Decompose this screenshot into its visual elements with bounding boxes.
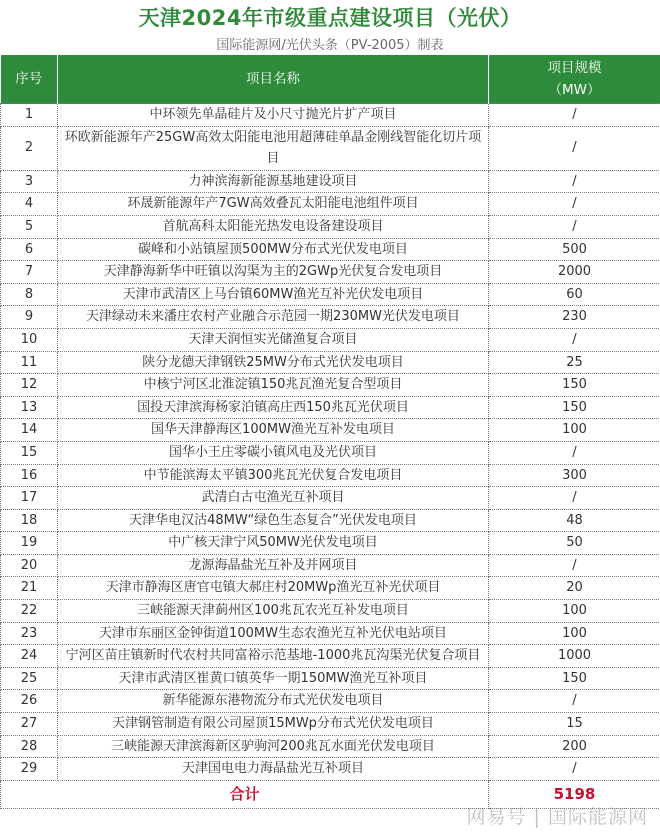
row-project-name: 天津钢管制造有限公司屋顶15MWp分布式光伏发电项目	[58, 713, 489, 736]
row-index: 11	[1, 351, 58, 374]
table-row	[1, 464, 660, 487]
row-index: 28	[1, 735, 58, 758]
table-row	[1, 328, 660, 351]
row-project-name: 新华能源东港物流分布式光伏发电项目	[58, 690, 489, 713]
row-project-name: 天津市静海区唐官屯镇大郝庄村20MWp渔光互补光伏项目	[58, 577, 489, 600]
table-row	[1, 283, 660, 306]
row-project-name: 三峡能源天津滨海新区驴驹河200兆瓦水面光伏发电项目	[58, 735, 489, 758]
row-project-name: 武清白古屯渔光互补项目	[58, 487, 489, 510]
row-project-name: 天津国电电力海晶盐光互补项目	[58, 758, 489, 781]
row-scale: 150	[489, 374, 660, 397]
table-row	[1, 645, 660, 668]
row-project-name: 三峡能源天津蓟州区100兆瓦农光互补发电项目	[58, 600, 489, 623]
table-row	[1, 126, 660, 170]
row-scale: /	[489, 690, 660, 713]
row-index: 15	[1, 441, 58, 464]
row-index: 12	[1, 374, 58, 397]
total-value: 5198	[489, 780, 660, 808]
row-scale: 500	[489, 238, 660, 261]
row-scale: /	[489, 193, 660, 216]
row-index: 5	[1, 215, 58, 238]
row-scale: 100	[489, 600, 660, 623]
row-project-name: 中环领先单晶硅片及小尺寸抛光片扩产项目	[58, 104, 489, 127]
row-project-name: 中节能滨海太平镇300兆瓦光伏复合发电项目	[58, 464, 489, 487]
row-scale: 100	[489, 419, 660, 442]
row-scale: 2000	[489, 261, 660, 284]
table-row	[1, 690, 660, 713]
row-scale: 48	[489, 509, 660, 532]
row-scale: 25	[489, 351, 660, 374]
row-scale: /	[489, 215, 660, 238]
row-project-name: 中广核天津宁风50MW光伏发电项目	[58, 532, 489, 555]
table-row	[1, 532, 660, 555]
table-row	[1, 419, 660, 442]
row-scale: 60	[489, 283, 660, 306]
table-row	[1, 351, 660, 374]
row-index: 23	[1, 622, 58, 645]
row-scale: 150	[489, 396, 660, 419]
total-label: 合计	[1, 780, 489, 808]
row-project-name: 宁河区苗庄镇新时代农村共同富裕示范基地-1000兆瓦沟渠光伏复合项目	[58, 645, 489, 668]
header-scale-line1: 项目规模	[547, 60, 602, 76]
row-index: 8	[1, 283, 58, 306]
row-scale: 300	[489, 464, 660, 487]
table-row	[1, 509, 660, 532]
table-row	[1, 193, 660, 216]
row-project-name: 国华天津静海区100MW渔光互补发电项目	[58, 419, 489, 442]
row-scale: 15	[489, 713, 660, 736]
row-index: 14	[1, 419, 58, 442]
table-row	[1, 374, 660, 397]
row-index: 2	[1, 126, 58, 170]
table-row	[1, 104, 660, 127]
row-project-name: 天津市东丽区金钟街道100MW生态农渔光互补光伏电站项目	[58, 622, 489, 645]
row-project-name: 碳峰和小站镇屋顶500MW分布式光伏发电项目	[58, 238, 489, 261]
row-scale: /	[489, 554, 660, 577]
row-project-name: 环欧新能源年产25GW高效太阳能电池用超薄硅单晶金刚线智能化切片项目	[58, 126, 489, 170]
row-index: 4	[1, 193, 58, 216]
row-index: 29	[1, 758, 58, 781]
table-row	[1, 396, 660, 419]
row-project-name: 环晟新能源年产7GW高效叠瓦太阳能电池组件项目	[58, 193, 489, 216]
table-row	[1, 600, 660, 623]
table-row	[1, 487, 660, 510]
row-index: 10	[1, 328, 58, 351]
header-scale	[489, 55, 660, 104]
table-header-row	[1, 55, 660, 104]
table-row	[1, 238, 660, 261]
row-index: 13	[1, 396, 58, 419]
row-scale: /	[489, 126, 660, 170]
row-project-name: 力神滨海新能源基地建设项目	[58, 170, 489, 193]
table-row	[1, 554, 660, 577]
row-index: 22	[1, 600, 58, 623]
row-project-name: 中核宁河区北淮淀镇150兆瓦渔光复合型项目	[58, 374, 489, 397]
table-row	[1, 758, 660, 781]
table-row	[1, 215, 660, 238]
page-title: 天津2024年市级重点建设项目（光伏）	[138, 6, 522, 30]
page-subtitle: 国际能源网/光伏头条（PV-2005）制表	[216, 38, 444, 53]
row-scale: 50	[489, 532, 660, 555]
row-index: 1	[1, 104, 58, 127]
row-scale: 200	[489, 735, 660, 758]
row-index: 24	[1, 645, 58, 668]
row-project-name: 天津天润恒实光储渔复合项目	[58, 328, 489, 351]
row-scale: /	[489, 328, 660, 351]
row-scale: /	[489, 104, 660, 127]
row-project-name: 国华小王庄零碳小镇风电及光伏项目	[58, 441, 489, 464]
row-project-name: 陕分龙德天津钢铁25MW分布式光伏发电项目	[58, 351, 489, 374]
row-scale: 20	[489, 577, 660, 600]
row-scale: /	[489, 441, 660, 464]
table-row	[1, 261, 660, 284]
table-row	[1, 441, 660, 464]
row-index: 26	[1, 690, 58, 713]
watermark: 网易号 | 国际能源网	[466, 806, 648, 828]
row-scale: 230	[489, 306, 660, 329]
row-project-name: 首航高科太阳能光热发电设备建设项目	[58, 215, 489, 238]
row-index: 25	[1, 667, 58, 690]
row-scale: 150	[489, 667, 660, 690]
row-index: 9	[1, 306, 58, 329]
row-index: 17	[1, 487, 58, 510]
row-project-name: 国投天津滨海杨家泊镇高庄西150兆瓦光伏项目	[58, 396, 489, 419]
row-scale: /	[489, 758, 660, 781]
row-index: 21	[1, 577, 58, 600]
row-index: 18	[1, 509, 58, 532]
row-project-name: 天津华电汉沽48MW“绿色生态复合”光伏发电项目	[58, 509, 489, 532]
table-row	[1, 622, 660, 645]
row-index: 27	[1, 713, 58, 736]
row-index: 6	[1, 238, 58, 261]
row-index: 7	[1, 261, 58, 284]
row-scale: /	[489, 487, 660, 510]
row-project-name: 天津静海新华中旺镇以沟渠为主的2GWp光伏复合发电项目	[58, 261, 489, 284]
row-project-name: 天津市武清区上马台镇60MW渔光互补光伏发电项目	[58, 283, 489, 306]
table-row	[1, 306, 660, 329]
projects-table	[0, 55, 660, 809]
table-row	[1, 170, 660, 193]
row-scale: 100	[489, 622, 660, 645]
row-project-name: 龙源海晶盐光互补及并网项目	[58, 554, 489, 577]
row-project-name: 天津绿动未来潘庄农村产业融合示范园一期230MW光伏发电项目	[58, 306, 489, 329]
row-index: 20	[1, 554, 58, 577]
row-index: 3	[1, 170, 58, 193]
header-scale-line2: （MW）	[548, 82, 601, 98]
header-name: 项目名称	[58, 55, 489, 104]
table-row	[1, 577, 660, 600]
table-row	[1, 713, 660, 736]
row-scale: /	[489, 170, 660, 193]
header-index: 序号	[1, 55, 58, 104]
row-index: 16	[1, 464, 58, 487]
table-row	[1, 735, 660, 758]
row-index: 19	[1, 532, 58, 555]
table-row	[1, 667, 660, 690]
row-project-name: 天津市武清区崔黄口镇英华一期150MW渔光互补项目	[58, 667, 489, 690]
row-scale: 1000	[489, 645, 660, 668]
